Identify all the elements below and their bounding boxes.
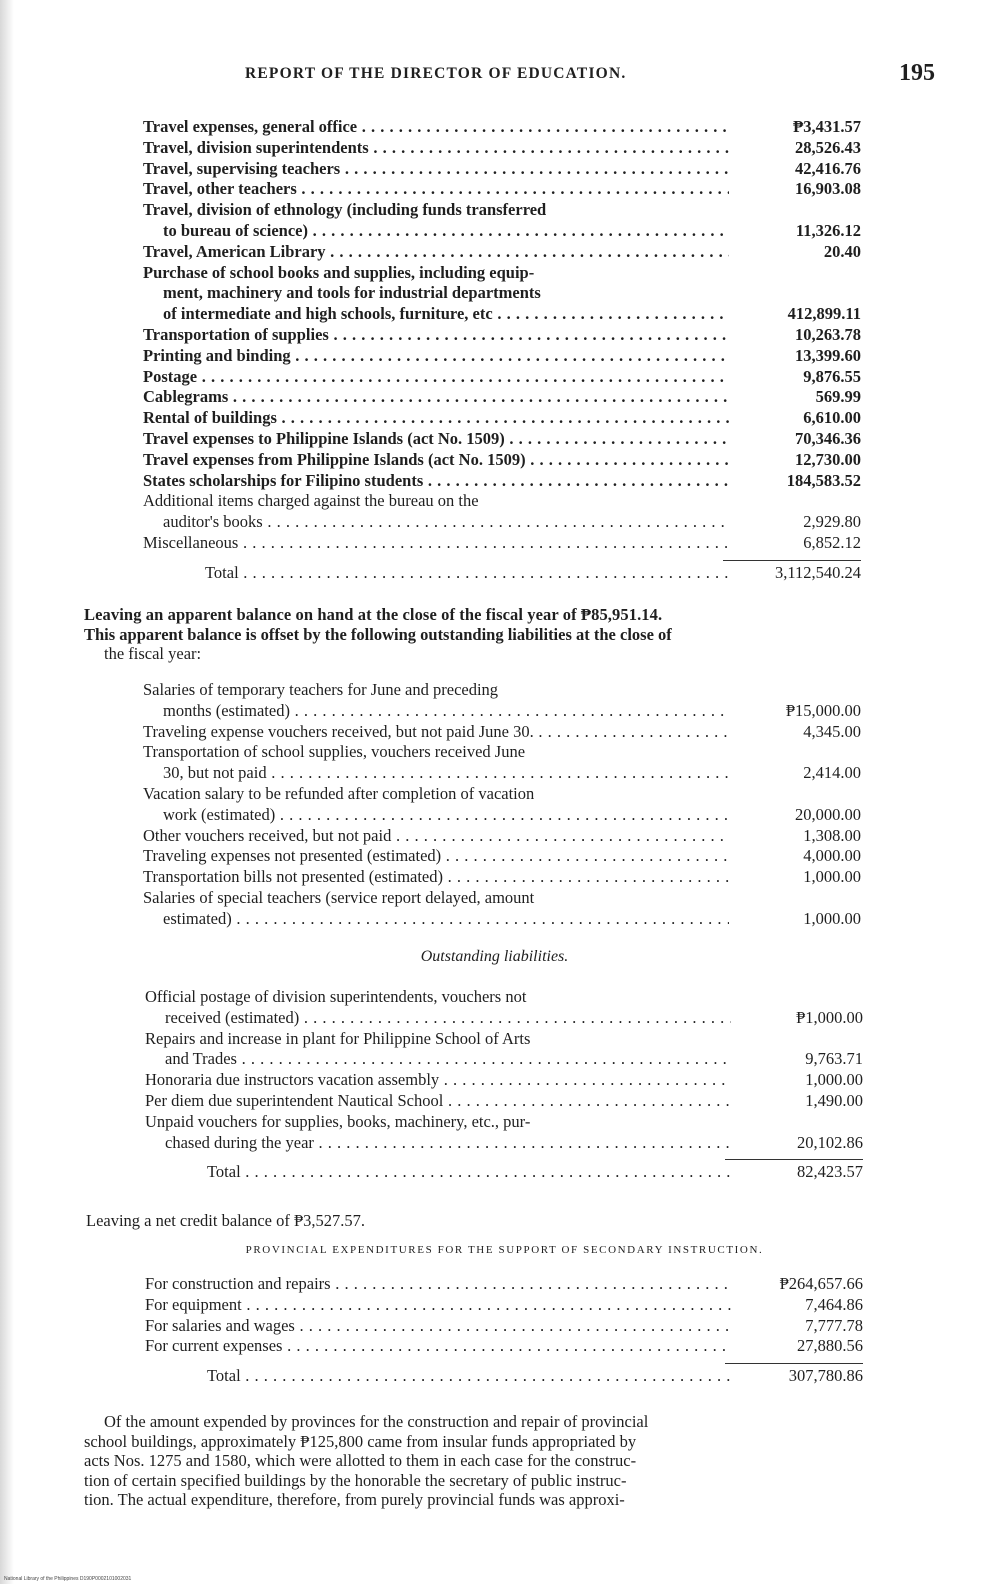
outstanding-total-row bbox=[145, 1162, 863, 1183]
expenditures-label-line: Additional items charged against the bureau on the bbox=[143, 491, 479, 511]
liabilities-amount: 1,000.00 bbox=[803, 908, 861, 928]
expenditures-label bbox=[143, 533, 729, 554]
outstanding-label-line: Repairs and increase in plant for Philippine School of Arts bbox=[145, 1028, 531, 1048]
expenditures-amount: 412,899.11 bbox=[787, 304, 861, 324]
liabilities-label-line: Vacation salary to be refunded after completion of vacation bbox=[143, 783, 535, 803]
expenditures-label-line: Printing and binding . . . bbox=[143, 346, 729, 367]
expenditures-row bbox=[143, 138, 861, 159]
provincial-label-line: For salaries and wages . . . bbox=[145, 1316, 731, 1337]
expenditures-label bbox=[143, 387, 729, 408]
expenditures-label-line: Travel, division superintendents . . . bbox=[143, 138, 729, 159]
provincial-row bbox=[145, 1295, 863, 1316]
balance-line-3: the fiscal year: bbox=[104, 644, 202, 663]
expenditures-label-line: Miscellaneous . . . bbox=[143, 533, 729, 554]
outstanding-label bbox=[145, 1112, 731, 1154]
expenditures-row bbox=[143, 346, 861, 367]
outstanding-row bbox=[145, 1091, 863, 1112]
outstanding-ledger bbox=[145, 987, 863, 1183]
outstanding-label bbox=[145, 987, 731, 1029]
outstanding-row bbox=[145, 987, 863, 1029]
page-header bbox=[245, 60, 935, 90]
provincial-label bbox=[145, 1295, 731, 1316]
liabilities-row bbox=[143, 888, 861, 930]
outstanding-amount: 9,763.71 bbox=[805, 1049, 863, 1069]
expenditures-amount: 11,326.12 bbox=[795, 220, 861, 240]
provincial-amount: ₱264,657.66 bbox=[779, 1274, 863, 1293]
liabilities-label bbox=[143, 867, 729, 888]
expenditures-label bbox=[143, 325, 729, 346]
expenditures-row bbox=[143, 429, 861, 450]
liabilities-label bbox=[143, 846, 729, 867]
expenditures-row bbox=[143, 533, 861, 554]
balance-paragraph bbox=[84, 605, 926, 664]
liabilities-row bbox=[143, 846, 861, 867]
balance-line-2: This apparent balance is offset by the following outstanding liabilities at the close of bbox=[84, 624, 672, 644]
expenditures-amount: 184,583.52 bbox=[786, 470, 861, 490]
provincial-ledger bbox=[145, 1274, 863, 1387]
expenditures-row bbox=[143, 179, 861, 200]
outstanding-amount: 20,102.86 bbox=[797, 1132, 863, 1152]
liabilities-row bbox=[143, 680, 861, 722]
provincial-amount: 7,464.86 bbox=[805, 1294, 863, 1314]
expenditures-label bbox=[143, 242, 729, 263]
expenditures-amount: 13,399.60 bbox=[795, 345, 861, 365]
liabilities-amount: 1,000.00 bbox=[803, 867, 861, 887]
outstanding-row bbox=[145, 1112, 863, 1154]
expenditures-row bbox=[143, 117, 861, 138]
liabilities-amount: 2,414.00 bbox=[803, 763, 861, 783]
expenditures-label bbox=[143, 471, 729, 492]
expenditures-label-line: Rental of buildings . . . bbox=[143, 408, 729, 429]
liabilities-label-line: Transportation bills not presented (estimated) . . . bbox=[143, 867, 729, 888]
liabilities-amount: 4,345.00 bbox=[803, 721, 861, 741]
provincial-label-line: For current expenses . . . bbox=[145, 1336, 731, 1357]
balance-line-1: Leaving an apparent balance on hand at the close of the fiscal year of ₱85,951.14. bbox=[84, 605, 663, 624]
outstanding-amount: 1,000.00 bbox=[805, 1070, 863, 1090]
expenditures-label-line: Transportation of supplies . . . bbox=[143, 325, 729, 346]
liabilities-label-line: work (estimated) . . . bbox=[143, 805, 729, 826]
expenditures-row bbox=[143, 450, 861, 471]
outstanding-label bbox=[145, 1070, 731, 1091]
expenditures-label bbox=[143, 491, 729, 533]
liabilities-row bbox=[143, 867, 861, 888]
expenditures-label-line: States scholarships for Filipino students . . . bbox=[143, 471, 729, 492]
expenditures-row bbox=[143, 471, 861, 492]
outstanding-label bbox=[145, 1029, 731, 1071]
expenditures-amount: 28,526.43 bbox=[795, 137, 861, 157]
outstanding-label bbox=[145, 1091, 731, 1112]
liabilities-label-line: Traveling expenses not presented (estimated) . . . bbox=[143, 846, 729, 867]
expenditures-total-label: Total . . . bbox=[143, 563, 729, 584]
expenditures-label bbox=[143, 159, 729, 180]
liabilities-label-line: Traveling expense vouchers received, but not paid June 30. . . . bbox=[143, 722, 729, 743]
expenditures-label-line: of intermediate and high schools, furniture, etc . . . bbox=[143, 304, 729, 325]
expenditures-amount: 569.99 bbox=[815, 387, 861, 407]
provincial-total-amount: 307,780.86 bbox=[788, 1366, 863, 1386]
running-title: REPORT OF THE DIRECTOR OF EDUCATION. bbox=[245, 65, 627, 82]
expenditures-total-rule bbox=[723, 560, 861, 561]
closing-line-5: tion. The actual expenditure, therefore, from purely provincial funds was approxi- bbox=[84, 1490, 625, 1509]
expenditures-label bbox=[143, 367, 729, 388]
liabilities-label bbox=[143, 742, 729, 784]
page-number: 195 bbox=[899, 60, 935, 86]
closing-paragraph bbox=[84, 1412, 926, 1510]
liabilities-row bbox=[143, 784, 861, 826]
provincial-label-line: For equipment . . . bbox=[145, 1295, 731, 1316]
expenditures-row bbox=[143, 491, 861, 533]
provincial-heading: PROVINCIAL EXPENDITURES FOR THE SUPPORT OF SECONDARY INSTRUCTION. bbox=[245, 1244, 764, 1256]
expenditures-amount: 70,346.36 bbox=[795, 428, 861, 448]
outstanding-label-line: and Trades . . . bbox=[145, 1049, 731, 1070]
outstanding-heading: Outstanding liabilities. bbox=[420, 948, 569, 965]
expenditures-label bbox=[143, 117, 729, 138]
expenditures-label-line: ment, machinery and tools for industrial departments bbox=[163, 283, 541, 303]
liabilities-label-line: Transportation of school supplies, vouchers received June bbox=[143, 742, 526, 762]
expenditures-row bbox=[143, 200, 861, 242]
provincial-label bbox=[145, 1274, 731, 1295]
closing-line-3: acts Nos. 1275 and 1580, which were allotted to them in each case for the construc- bbox=[84, 1451, 637, 1470]
liabilities-amount: ₱15,000.00 bbox=[785, 700, 861, 720]
liabilities-label-line: Other vouchers received, but not paid . . . bbox=[143, 826, 729, 847]
provincial-row bbox=[145, 1274, 863, 1295]
outstanding-row bbox=[145, 1029, 863, 1071]
outstanding-label-line: Official postage of division superintendents, vouchers not bbox=[145, 987, 527, 1006]
credit-text: Leaving a net credit balance of ₱3,527.57. bbox=[86, 1211, 366, 1230]
outstanding-total-rule bbox=[725, 1159, 863, 1160]
expenditures-amount: 12,730.00 bbox=[795, 449, 861, 469]
expenditures-label-line: Postage . . . bbox=[143, 367, 729, 388]
expenditures-label bbox=[143, 429, 729, 450]
outstanding-row bbox=[145, 1070, 863, 1091]
outstanding-label-line: Per diem due superintendent Nautical School . . . bbox=[145, 1091, 731, 1112]
outstanding-amount: ₱1,000.00 bbox=[796, 1007, 863, 1027]
expenditures-row bbox=[143, 325, 861, 346]
expenditures-amount: 10,263.78 bbox=[795, 324, 861, 344]
expenditures-amount: 16,903.08 bbox=[795, 179, 861, 199]
expenditures-amount: 6,852.12 bbox=[803, 532, 861, 552]
expenditures-row bbox=[143, 159, 861, 180]
liabilities-label-line: Salaries of special teachers (service report delayed, amount bbox=[143, 887, 535, 907]
liabilities-amount: 1,308.00 bbox=[803, 825, 861, 845]
expenditures-row bbox=[143, 367, 861, 388]
expenditures-total-amount: 3,112,540.24 bbox=[774, 562, 861, 582]
expenditures-label-line: auditor's books . . . bbox=[143, 512, 729, 533]
expenditures-label-line: Travel, American Library . . . bbox=[143, 242, 729, 263]
credit-line bbox=[86, 1211, 928, 1231]
provincial-label bbox=[145, 1336, 731, 1357]
liabilities-label bbox=[143, 888, 729, 930]
closing-line-4: tion of certain specified buildings by the honorable the secretary of public instruc- bbox=[84, 1470, 627, 1490]
expenditures-row bbox=[143, 387, 861, 408]
expenditures-amount: ₱3,431.57 bbox=[793, 117, 861, 136]
closing-line-2: school buildings, approximately ₱125,800 came from insular funds appropriated by bbox=[84, 1431, 637, 1451]
outstanding-label-line: received (estimated) . . . bbox=[145, 1008, 731, 1029]
provincial-label-line: For construction and repairs . . . bbox=[145, 1274, 731, 1295]
liabilities-ledger bbox=[143, 680, 861, 930]
expenditures-ledger bbox=[143, 117, 861, 584]
expenditures-label-line: Travel expenses from Philippine Islands (act No. 1509) . . . bbox=[143, 450, 729, 471]
liabilities-label bbox=[143, 722, 729, 743]
expenditures-label bbox=[143, 408, 729, 429]
liabilities-row bbox=[143, 826, 861, 847]
expenditures-label-line: Travel, division of ethnology (including funds transferred bbox=[143, 200, 547, 220]
provincial-amount: 27,880.56 bbox=[797, 1336, 863, 1356]
liabilities-label-line: estimated) . . . bbox=[143, 909, 729, 930]
expenditures-amount: 6,610.00 bbox=[803, 408, 861, 428]
expenditures-amount: 2,929.80 bbox=[803, 512, 861, 532]
expenditures-label bbox=[143, 450, 729, 471]
liabilities-amount: 20,000.00 bbox=[795, 804, 861, 824]
provincial-row bbox=[145, 1316, 863, 1337]
expenditures-amount: 42,416.76 bbox=[795, 158, 861, 178]
liabilities-row bbox=[143, 742, 861, 784]
expenditures-label bbox=[143, 200, 729, 242]
provincial-row bbox=[145, 1336, 863, 1357]
expenditures-label bbox=[143, 346, 729, 367]
outstanding-total-amount: 82,423.57 bbox=[797, 1162, 863, 1182]
outstanding-total-label: Total . . . bbox=[145, 1162, 731, 1183]
provincial-total-rule bbox=[725, 1363, 863, 1364]
expenditures-label-line: to bureau of science) . . . bbox=[143, 221, 729, 242]
expenditures-label-line: Purchase of school books and supplies, including equip- bbox=[143, 262, 535, 282]
expenditures-amount: 20.40 bbox=[823, 241, 861, 261]
liabilities-label bbox=[143, 826, 729, 847]
scan-footer: National Library of the Philippines D190P0002101002031 bbox=[4, 1576, 132, 1582]
liabilities-label-line: months (estimated) . . . bbox=[143, 701, 729, 722]
page-edge-shadow bbox=[0, 0, 14, 1584]
expenditures-label bbox=[143, 138, 729, 159]
expenditures-label-line: Travel, other teachers . . . bbox=[143, 179, 729, 200]
expenditures-total-row bbox=[143, 563, 861, 584]
liabilities-row bbox=[143, 722, 861, 743]
expenditures-label-line: Travel, supervising teachers . . . bbox=[143, 159, 729, 180]
liabilities-label-line: Salaries of temporary teachers for June and preceding bbox=[143, 680, 499, 699]
liabilities-label-line: 30, but not paid . . . bbox=[143, 763, 729, 784]
outstanding-label-line: Unpaid vouchers for supplies, books, machinery, etc., pur- bbox=[145, 1111, 531, 1131]
expenditures-amount: 9,876.55 bbox=[803, 366, 861, 386]
closing-line-1: Of the amount expended by provinces for the construction and repair of provincial bbox=[104, 1412, 649, 1431]
provincial-label bbox=[145, 1316, 731, 1337]
provincial-amount: 7,777.78 bbox=[805, 1315, 863, 1335]
expenditures-label bbox=[143, 179, 729, 200]
outstanding-amount: 1,490.00 bbox=[805, 1090, 863, 1110]
liabilities-label bbox=[143, 680, 729, 722]
expenditures-label-line: Travel expenses to Philippine Islands (act No. 1509) . . . bbox=[143, 429, 729, 450]
liabilities-label bbox=[143, 784, 729, 826]
provincial-total-row bbox=[145, 1366, 863, 1387]
expenditures-row bbox=[143, 242, 861, 263]
expenditures-label-line: Travel expenses, general office . . . bbox=[143, 117, 729, 138]
liabilities-amount: 4,000.00 bbox=[803, 846, 861, 866]
provincial-total-label: Total . . . bbox=[145, 1366, 731, 1387]
outstanding-label-line: Honoraria due instructors vacation assembly . . . bbox=[145, 1070, 731, 1091]
outstanding-label-line: chased during the year . . . bbox=[145, 1133, 731, 1154]
expenditures-label bbox=[143, 263, 729, 325]
expenditures-row bbox=[143, 408, 861, 429]
expenditures-label-line: Cablegrams . . . bbox=[143, 387, 729, 408]
expenditures-row bbox=[143, 263, 861, 325]
